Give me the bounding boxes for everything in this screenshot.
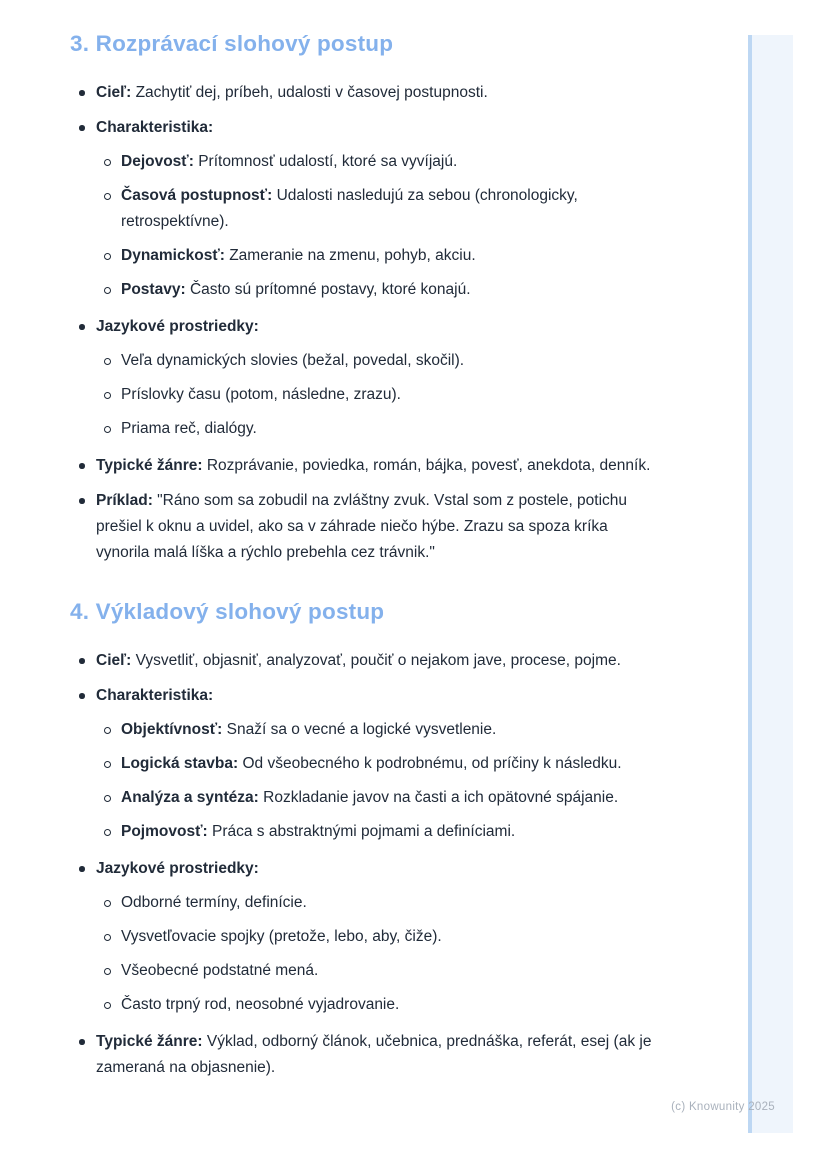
section-title: 3. Rozprávací slohový postup (70, 31, 394, 56)
section (70, 598, 652, 1081)
circle-bullet-icon (104, 243, 121, 269)
circle-bullet-icon (104, 183, 121, 235)
sub-item-text: Dynamickosť: Zameranie na zmenu, pohyb, akciu. (121, 247, 476, 264)
sub-list-item (104, 819, 652, 845)
page-edge-strip (748, 35, 793, 1133)
bullet-icon (70, 648, 96, 674)
list-item-lead: Cieľ: (96, 84, 132, 101)
sub-item-lead: Postavy: (121, 281, 186, 298)
circle-bullet-icon (104, 416, 121, 442)
bullet-icon (70, 115, 96, 141)
circle-bullet-icon (104, 992, 121, 1018)
list-item-text: Typické žánre: Výklad, odborný článok, učebnica, prednáška, referát, esej (ak je zameraná na objasnenie). (96, 1033, 652, 1076)
sub-item-text: Často trpný rod, neosobné vyjadrovanie. (121, 996, 400, 1013)
list-item-text: Príklad: "Ráno som sa zobudil na zvláštny zvuk. Vstal som z postele, potichu prešiel k oknu a uvidel, ako sa v záhrade niečo hýbe. Zrazu sa spoza kríka vynorila malá líška a rýchlo prebehla cez trávnik." (96, 492, 628, 561)
list-item-text: Cieľ: Vysvetliť, objasniť, analyzovať, poučiť o nejakom jave, procese, pojme. (96, 652, 621, 669)
sub-item-text: Časová postupnosť: Udalosti nasledujú za sebou (chronologicky, retrospektívne). (121, 187, 578, 230)
list-item (70, 1029, 652, 1081)
circle-bullet-icon (104, 785, 121, 811)
list-item-text (96, 856, 652, 882)
sub-item-text: Veľa dynamických slovies (bežal, povedal, skočil). (121, 352, 465, 369)
sub-list-item (104, 277, 652, 303)
list-item-lead: Príklad: (96, 492, 153, 509)
list-item-lead: Typické žánre: (96, 457, 203, 474)
list-item-lead: Charakteristika: (96, 687, 214, 704)
circle-bullet-icon (104, 958, 121, 984)
circle-bullet-icon (104, 924, 121, 950)
sub-item-text: Logická stavba: Od všeobecného k podrobnému, od príčiny k následku. (121, 755, 622, 772)
sub-list-item (104, 416, 652, 442)
list-item (70, 683, 652, 709)
list-item (70, 314, 652, 340)
sub-item-text: Postavy: Často sú prítomné postavy, ktoré konajú. (121, 281, 471, 298)
sub-list (104, 149, 652, 303)
sub-list (104, 890, 652, 1018)
sub-list-item (104, 890, 652, 916)
sub-item-lead: Dejovosť: (121, 153, 194, 170)
sub-list (104, 348, 652, 442)
circle-bullet-icon (104, 277, 121, 303)
sub-item-text: Analýza a syntéza: Rozkladanie javov na časti a ich opätovné spájanie. (121, 789, 619, 806)
list-item (70, 488, 652, 566)
bullet-icon (70, 856, 96, 882)
sub-item-lead: Dynamickosť: (121, 247, 225, 264)
sub-item-lead: Logická stavba: (121, 755, 239, 772)
sub-list-item (104, 958, 652, 984)
bullet-icon (70, 683, 96, 709)
circle-bullet-icon (104, 348, 121, 374)
sub-list-item (104, 785, 652, 811)
sub-item-lead: Analýza a syntéza: (121, 789, 259, 806)
list-item-lead: Jazykové prostriedky: (96, 860, 259, 877)
list-item-lead: Charakteristika: (96, 119, 214, 136)
list-item (70, 115, 652, 141)
sub-list-item (104, 183, 652, 235)
bullet-icon (70, 488, 96, 566)
list-item (70, 453, 652, 479)
bullet-icon (70, 80, 96, 106)
list-item-text (96, 683, 652, 709)
list-item-lead: Typické žánre: (96, 1033, 203, 1050)
circle-bullet-icon (104, 717, 121, 743)
sub-list-item (104, 924, 652, 950)
sub-item-text: Pojmovosť: Práca s abstraktnými pojmami a definíciami. (121, 823, 516, 840)
section-title: 4. Výkladový slohový postup (70, 599, 385, 624)
sub-item-text: Všeobecné podstatné mená. (121, 962, 319, 979)
sub-item-lead: Pojmovosť: (121, 823, 208, 840)
sub-item-lead: Časová postupnosť: (121, 187, 273, 204)
list-item-text (96, 314, 652, 340)
sub-list-item (104, 149, 652, 175)
list-item-text: Cieľ: Zachytiť dej, príbeh, udalosti v časovej postupnosti. (96, 84, 488, 101)
sub-list-item (104, 243, 652, 269)
sub-item-text: Objektívnosť: Snaží sa o vecné a logické vysvetlenie. (121, 721, 497, 738)
document-content (70, 30, 652, 1081)
circle-bullet-icon (104, 751, 121, 777)
copyright-footer: (c) Knowunity 2025 (671, 1101, 775, 1113)
list-item (70, 80, 652, 106)
sub-item-text: Dejovosť: Prítomnosť udalostí, ktoré sa vyvíjajú. (121, 153, 458, 170)
list-item-lead: Cieľ: (96, 652, 132, 669)
sub-item-text: Vysvetľovacie spojky (pretože, lebo, aby, čiže). (121, 928, 442, 945)
list-item (70, 648, 652, 674)
sub-list-item (104, 717, 652, 743)
bullet-icon (70, 1029, 96, 1081)
list-item-lead: Jazykové prostriedky: (96, 318, 259, 335)
sub-item-lead: Objektívnosť: (121, 721, 223, 738)
sub-list (104, 717, 652, 845)
sub-list-item (104, 992, 652, 1018)
sub-item-text: Príslovky času (potom, následne, zrazu). (121, 386, 401, 403)
circle-bullet-icon (104, 890, 121, 916)
sub-item-text: Odborné termíny, definície. (121, 894, 307, 911)
sub-list-item (104, 751, 652, 777)
section (70, 30, 652, 566)
list-item (70, 856, 652, 882)
circle-bullet-icon (104, 382, 121, 408)
circle-bullet-icon (104, 149, 121, 175)
list-item-text (96, 115, 652, 141)
sub-list-item (104, 348, 652, 374)
bullet-icon (70, 453, 96, 479)
bullet-icon (70, 314, 96, 340)
circle-bullet-icon (104, 819, 121, 845)
list-item-text: Typické žánre: Rozprávanie, poviedka, román, bájka, povesť, anekdota, denník. (96, 457, 651, 474)
sub-item-text: Priama reč, dialógy. (121, 420, 257, 437)
sub-list-item (104, 382, 652, 408)
